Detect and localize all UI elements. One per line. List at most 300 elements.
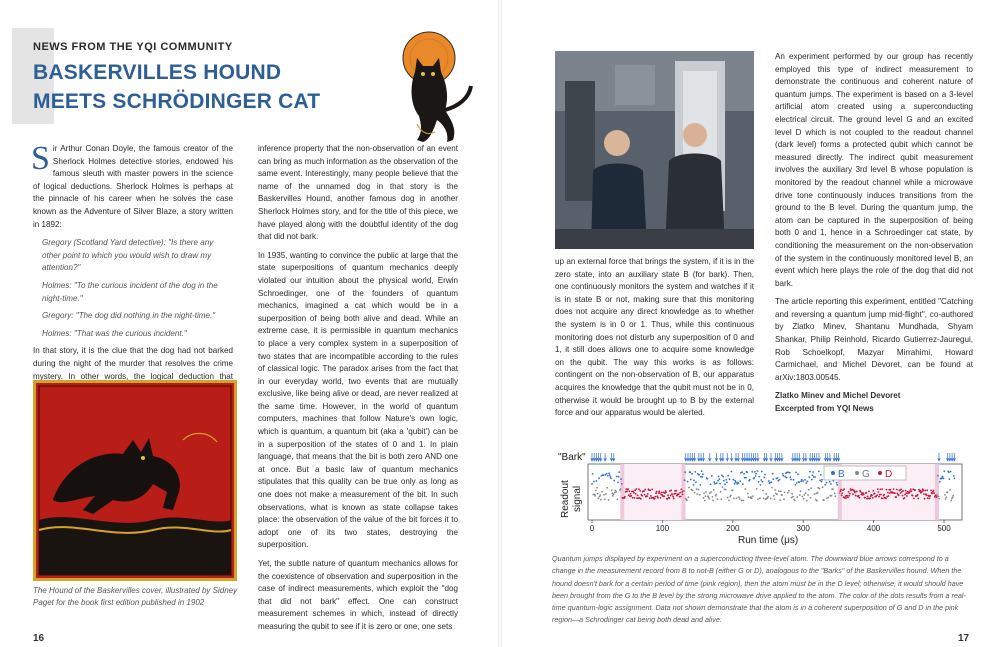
bark-arrow [591, 453, 594, 461]
data-point [865, 492, 867, 494]
data-point [611, 489, 613, 491]
data-point [649, 497, 651, 499]
data-point [713, 481, 715, 483]
legend-b-label: B [838, 469, 845, 480]
data-point [637, 495, 639, 497]
data-point [836, 482, 838, 484]
data-point [771, 487, 773, 489]
bark-arrow [715, 453, 718, 461]
bark-arrow [833, 453, 836, 461]
data-point [926, 489, 928, 491]
data-point [938, 498, 940, 500]
data-point [841, 495, 843, 497]
data-point [871, 495, 873, 497]
data-point [734, 483, 736, 485]
data-point [779, 479, 781, 481]
data-point [798, 482, 800, 484]
data-point [696, 488, 698, 490]
bark-arrow [813, 453, 816, 461]
data-point [723, 480, 725, 482]
bark-arrow [750, 453, 753, 461]
data-point [728, 500, 730, 502]
data-point [949, 489, 951, 491]
data-point [867, 496, 869, 498]
data-point [770, 481, 772, 483]
data-point [879, 488, 881, 490]
data-point [890, 489, 892, 491]
data-point [721, 474, 723, 476]
bark-arrow [835, 453, 838, 461]
right-column-2 [775, 51, 973, 416]
data-point [773, 495, 775, 497]
right-column-1 [555, 256, 754, 426]
data-point [680, 496, 682, 498]
data-point [757, 470, 759, 472]
data-point [902, 490, 904, 492]
data-point [647, 493, 649, 495]
quote-holmes-1: Holmes: "To the curious incident of the dog in the night-time." [42, 280, 218, 303]
data-point [660, 497, 662, 499]
data-point [757, 498, 759, 500]
bark-arrow [946, 453, 949, 461]
col2-paragraph-2: In 1935, wanting to convince the public at large that the state superpositions of quantum mechanics deeply violated our intuition about the physical world, Erwin Schroedinger, one of the founders of quantum mechanics, imagined a cat which would be in a superposition of being both alive and dead. While an extreme case, it is permissible in quantum mechanics to place a very complex system in a superposition of two states that are incompatible according to the rules of classical logic. The paradox arises from the fact that in our everyday world, two events that are mutually exclusive, like being alive or dead, are never realized at the same time. However, in the world of quantum computers, machines that follow Nature's own logic, which is quantum, a quantum bit (aka a 'qubit') can be in a superposition of the states of 0 and 1. In plain language, that means that the bit is both zero AND one at once. But a basic law of quantum mechanics stipulates that this quality can be true only as long as one does not make a measurement of the bit. In such observations, what is known as state collapse takes place: the observation of the value of the bit forces it to adopt one of its two states, destroying the superposition. [258, 250, 458, 550]
data-point [848, 491, 850, 493]
chart-bark-label: "Bark" [558, 452, 586, 463]
data-point [684, 479, 686, 481]
bark-arrow [689, 453, 692, 461]
data-point [659, 492, 661, 494]
x-tick-label: 100 [655, 524, 670, 533]
bark-arrow [816, 453, 819, 461]
data-point [608, 472, 610, 474]
data-point [657, 497, 659, 499]
data-point [698, 489, 700, 491]
data-point [612, 495, 614, 497]
data-point [950, 500, 952, 502]
data-point [696, 493, 698, 495]
data-point [938, 495, 940, 497]
data-point [692, 490, 694, 492]
data-point [743, 500, 745, 502]
bark-arrow [752, 453, 755, 461]
data-point [800, 490, 802, 492]
legend-d-label: D [885, 469, 893, 480]
bark-arrow [805, 453, 808, 461]
data-point [900, 489, 902, 491]
data-point [912, 495, 914, 497]
data-point [904, 497, 906, 499]
data-point [942, 476, 944, 478]
data-point [836, 484, 838, 486]
data-point [741, 500, 743, 502]
left-column-1 [31, 140, 233, 414]
data-point [883, 494, 885, 496]
bark-arrow [610, 453, 613, 461]
data-point [811, 479, 813, 481]
data-point [832, 488, 834, 490]
data-point [943, 470, 945, 472]
data-point [649, 489, 651, 491]
data-point [926, 494, 928, 496]
data-point [686, 500, 688, 502]
data-point [749, 479, 751, 481]
data-point [713, 489, 715, 491]
data-point [595, 490, 597, 492]
data-point [613, 493, 615, 495]
data-point [917, 498, 919, 500]
data-point [741, 471, 743, 473]
data-point [803, 494, 805, 496]
bark-arrow [774, 453, 777, 461]
article-headline [33, 58, 320, 116]
col2-paragraph-1: inference property that the non-observation of an event can bring as much information as the observation of the same event. Interestingly, many people believe that the name of the unnamed dog in that story is the Baskervilles Hound, another famous dog in another Sherlock Holmes story, and for the title of this piece, we have played along with the doubtful identity of the dog that did not bark. [258, 144, 458, 242]
data-point [886, 489, 888, 491]
data-point [823, 500, 825, 502]
data-point [804, 479, 806, 481]
data-point [905, 490, 907, 492]
data-point [711, 475, 713, 477]
data-point [910, 490, 912, 492]
data-point [594, 495, 596, 497]
data-point [624, 496, 626, 498]
hound-figure-caption: The Hound of the Baskervilles cover, illustrated by Sidney Paget for the book first edition published in 1902 [33, 586, 238, 607]
data-point [781, 494, 783, 496]
data-point [780, 491, 782, 493]
data-point [733, 498, 735, 500]
data-point [796, 496, 798, 498]
bark-arrow [737, 453, 740, 461]
col3-paragraph-1: up an external force that brings the system, if it is in the zero state, into an auxiliary state B (for bark). Then, one continuously monitors the system and watches if it is in state B or not, making sure that this monitoring does not acquire any direct knowledge as to whether the system is in 0 or 1. Thus, while this continuous monitoring does not disturb any superposition of 0 and 1, it still does allows one to acquire some knowledge on the qubit. The way this works is as follows: contingent on the non-observation of B, our apparatus acquires the knowledge that the qubit must not be in 0, otherwise it would be brought up to B by the external force and our apparatus would be alerted. [555, 257, 754, 418]
bark-arrow [702, 453, 705, 461]
data-point [947, 491, 949, 493]
data-point [730, 495, 732, 497]
data-point [591, 483, 593, 485]
data-point [864, 497, 866, 499]
legend-g-label: G [862, 469, 870, 480]
data-point [894, 492, 896, 494]
data-point [746, 471, 748, 473]
data-point [877, 488, 879, 490]
data-point [638, 488, 640, 490]
data-point [929, 495, 931, 497]
data-point [902, 495, 904, 497]
chart-x-ticks [590, 520, 951, 533]
bark-arrow [597, 453, 600, 461]
data-point [905, 492, 907, 494]
data-point [852, 493, 854, 495]
data-point [795, 472, 797, 474]
data-point [929, 498, 931, 500]
data-point [682, 494, 684, 496]
black-cat-illustration [383, 28, 475, 150]
bark-arrow [798, 453, 801, 461]
data-point [599, 494, 601, 496]
data-point [885, 497, 887, 499]
data-point [597, 497, 599, 499]
data-point [906, 495, 908, 497]
data-point [699, 484, 701, 486]
data-point [744, 488, 746, 490]
bark-arrow [818, 453, 821, 461]
data-point [598, 477, 600, 479]
data-point [634, 497, 636, 499]
data-point [618, 476, 620, 478]
page-number-right: 17 [958, 633, 970, 644]
data-point [725, 479, 727, 481]
headline-line-2: MEETS SCHRÖDINGER CAT [33, 90, 321, 113]
data-point [847, 497, 849, 499]
bark-arrow [781, 453, 784, 461]
data-point [872, 490, 874, 492]
data-point [717, 480, 719, 482]
data-point [764, 474, 766, 476]
bark-arrow [593, 453, 596, 461]
data-point [948, 472, 950, 474]
data-point [840, 489, 842, 491]
data-point [772, 478, 774, 480]
data-point [869, 497, 871, 499]
data-point [774, 498, 776, 500]
data-point [603, 474, 605, 476]
col4-paragraph-1: An experiment performed by our group has recently employed this type of indirect measurement to demonstrate the continuous and coherent nature of quantum jumps. The experiment is based on a 3-level artificial atom created using a superconducting electrical circuit. The ground level G and an excited level D which is not coupled to the readout channel (dark level) forms a protected qubit which cannot be measured directly. The indirect qubit measurement involves the auxiliary 3rd level B whose population is monitored by the readout channel while a microwave drive tone continuously induces transitions from the ground to the B level. During the quantum jump, the atom can be captured in the superposition of being both 0 and 1, hence in a Schroedinger cat state, by conditioning the measurement on the non-observation of the system in the continuously monitored level B, an event which here plays the role of the dog that did not bark. [775, 52, 973, 288]
data-point [768, 480, 770, 482]
data-point [630, 493, 632, 495]
data-point [722, 486, 724, 488]
data-point [748, 496, 750, 498]
data-point [720, 491, 722, 493]
data-point [933, 490, 935, 492]
data-point [893, 488, 895, 490]
data-point [807, 481, 809, 483]
data-point [679, 492, 681, 494]
data-point [924, 498, 926, 500]
data-point [596, 487, 598, 489]
bark-arrow [763, 453, 766, 461]
data-point [760, 479, 762, 481]
data-point [808, 476, 810, 478]
data-point [919, 490, 921, 492]
pink-region-edge [620, 464, 624, 520]
data-point [643, 490, 645, 492]
data-point [878, 491, 880, 493]
bark-arrow [754, 453, 757, 461]
bark-arrow [949, 453, 952, 461]
data-point [719, 478, 721, 480]
data-point [834, 495, 836, 497]
data-point [791, 493, 793, 495]
data-point [616, 476, 618, 478]
data-point [608, 499, 610, 501]
bark-arrow [693, 453, 696, 461]
data-point [812, 475, 814, 477]
data-point [930, 490, 932, 492]
data-point [708, 496, 710, 498]
data-point [626, 491, 628, 493]
data-point [810, 487, 812, 489]
data-point [727, 497, 729, 499]
data-point [881, 488, 883, 490]
data-point [834, 492, 836, 494]
lab-photo-illustration [555, 51, 754, 249]
bark-arrow [698, 453, 701, 461]
data-point [805, 482, 807, 484]
signature-authors: Zlatko Minev and Michel Devoret [775, 391, 901, 401]
data-point [753, 477, 755, 479]
data-point [849, 493, 851, 495]
bark-arrow [770, 453, 773, 461]
data-point [667, 494, 669, 496]
data-point [729, 478, 731, 480]
data-point [786, 477, 788, 479]
data-point [716, 482, 718, 484]
data-point [756, 488, 758, 490]
data-point [831, 495, 833, 497]
data-point [954, 478, 956, 480]
bark-arrow [595, 453, 598, 461]
data-point [876, 494, 878, 496]
data-point [675, 493, 677, 495]
data-point [755, 473, 757, 475]
hound-illustration [33, 380, 237, 581]
data-point [742, 483, 744, 485]
chart-caption: Quantum jumps displayed by experiment on a superconducting three-level atom. The downward blue arrows correspond to a change in the measurement record from B to not-B (either G or D), analogous to the "Barks" of the Baskervilles hound. When the hound doesn't bark for a certain period of time (pink region), then the atom must be in the D level; otherwise, it would should have been brought from the G to the B level by the strong microwave drive applied to the atom. The color of the dots results from a real-time quantum-logic assignment. Data not shown demonstrate that the atom is in a coherent superposition of G and D in the pink region—a Schrodinger cat being both dead and alive. [552, 554, 966, 625]
data-point [936, 496, 938, 498]
data-point [743, 473, 745, 475]
data-point [819, 488, 821, 490]
data-point [656, 491, 658, 493]
data-point [712, 496, 714, 498]
data-point [952, 495, 954, 497]
data-point [629, 490, 631, 492]
x-tick-label: 500 [937, 524, 951, 533]
data-point [818, 471, 820, 473]
data-point [735, 481, 737, 483]
data-point [872, 497, 874, 499]
data-point [693, 480, 695, 482]
quote-holmes-2: Holmes: "That was the curious incident." [42, 328, 187, 338]
col2-paragraph-3: Yet, the subtle nature of quantum mechanics allows for the coexistence of observation and superposition in the case of indirect measurements, which exploit the "dog that did not bark" effect. One can construct measurement schemes in which, instead of directly measuring the qubit to see if it is zero or one, one sets [258, 559, 458, 631]
data-point [760, 484, 762, 486]
data-point [617, 482, 619, 484]
data-point [808, 489, 810, 491]
data-point [752, 495, 754, 497]
data-point [792, 496, 794, 498]
chart-ylabel-signal: signal [572, 485, 583, 512]
data-point [603, 494, 605, 496]
data-point [732, 490, 734, 492]
drop-cap: S [31, 140, 50, 177]
data-point [795, 484, 797, 486]
bark-arrow [802, 453, 805, 461]
data-point [650, 495, 652, 497]
data-point [944, 494, 946, 496]
data-point [774, 489, 776, 491]
data-point [644, 494, 646, 496]
data-point [621, 483, 623, 485]
data-point [646, 495, 648, 497]
bark-arrow [829, 453, 832, 461]
data-point [950, 471, 952, 473]
data-point [949, 478, 951, 480]
data-point [714, 483, 716, 485]
data-point [803, 498, 805, 500]
bark-arrow [757, 453, 760, 461]
data-point [688, 487, 690, 489]
data-point [917, 494, 919, 496]
data-point [802, 480, 804, 482]
data-point [801, 479, 803, 481]
data-point [913, 498, 915, 500]
data-point [784, 492, 786, 494]
data-point [754, 471, 756, 473]
bark-arrow [938, 453, 941, 461]
data-point [923, 493, 925, 495]
bark-arrow [776, 453, 779, 461]
signature-source: Excerpted from YQI News [775, 404, 874, 414]
data-point [705, 495, 707, 497]
data-point [799, 494, 801, 496]
data-point [710, 491, 712, 493]
data-point [824, 484, 826, 486]
data-point [814, 476, 816, 478]
data-point [896, 489, 898, 491]
data-point [763, 498, 765, 500]
data-point [880, 494, 882, 496]
data-point [822, 486, 824, 488]
data-point [620, 478, 622, 480]
data-point [763, 477, 765, 479]
bark-arrow [685, 453, 688, 461]
data-point [826, 482, 828, 484]
data-point [699, 494, 701, 496]
bark-arrow [811, 453, 814, 461]
data-point [841, 493, 843, 495]
bark-arrow [953, 453, 956, 461]
data-point [819, 479, 821, 481]
data-point [953, 475, 955, 477]
headline-line-1: BASKERVILLES HOUND [33, 61, 282, 84]
col1-paragraph-2: In that story, it is the clue that the dog had not barked during the night of the murder that resolves the crime mystery. In other words, the logical deduction that [33, 346, 233, 381]
pink-region-edge [935, 464, 939, 520]
data-point [767, 496, 769, 498]
data-point [739, 480, 741, 482]
data-point [668, 497, 670, 499]
bark-arrow [687, 453, 690, 461]
data-point [641, 495, 643, 497]
data-point [820, 474, 822, 476]
bark-arrow [794, 453, 797, 461]
page-gutter [498, 0, 502, 647]
data-point [812, 471, 814, 473]
data-point [874, 493, 876, 495]
data-point [684, 471, 686, 473]
data-point [759, 497, 761, 499]
data-point [727, 475, 729, 477]
bark-arrow [746, 453, 749, 461]
data-point [726, 482, 728, 484]
data-point [751, 497, 753, 499]
data-point [670, 495, 672, 497]
data-point [787, 492, 789, 494]
data-point [762, 481, 764, 483]
bark-arrow [809, 453, 812, 461]
data-point [843, 488, 845, 490]
data-point [703, 497, 705, 499]
data-point [605, 493, 607, 495]
data-point [710, 484, 712, 486]
bark-arrow [691, 453, 694, 461]
data-point [644, 489, 646, 491]
